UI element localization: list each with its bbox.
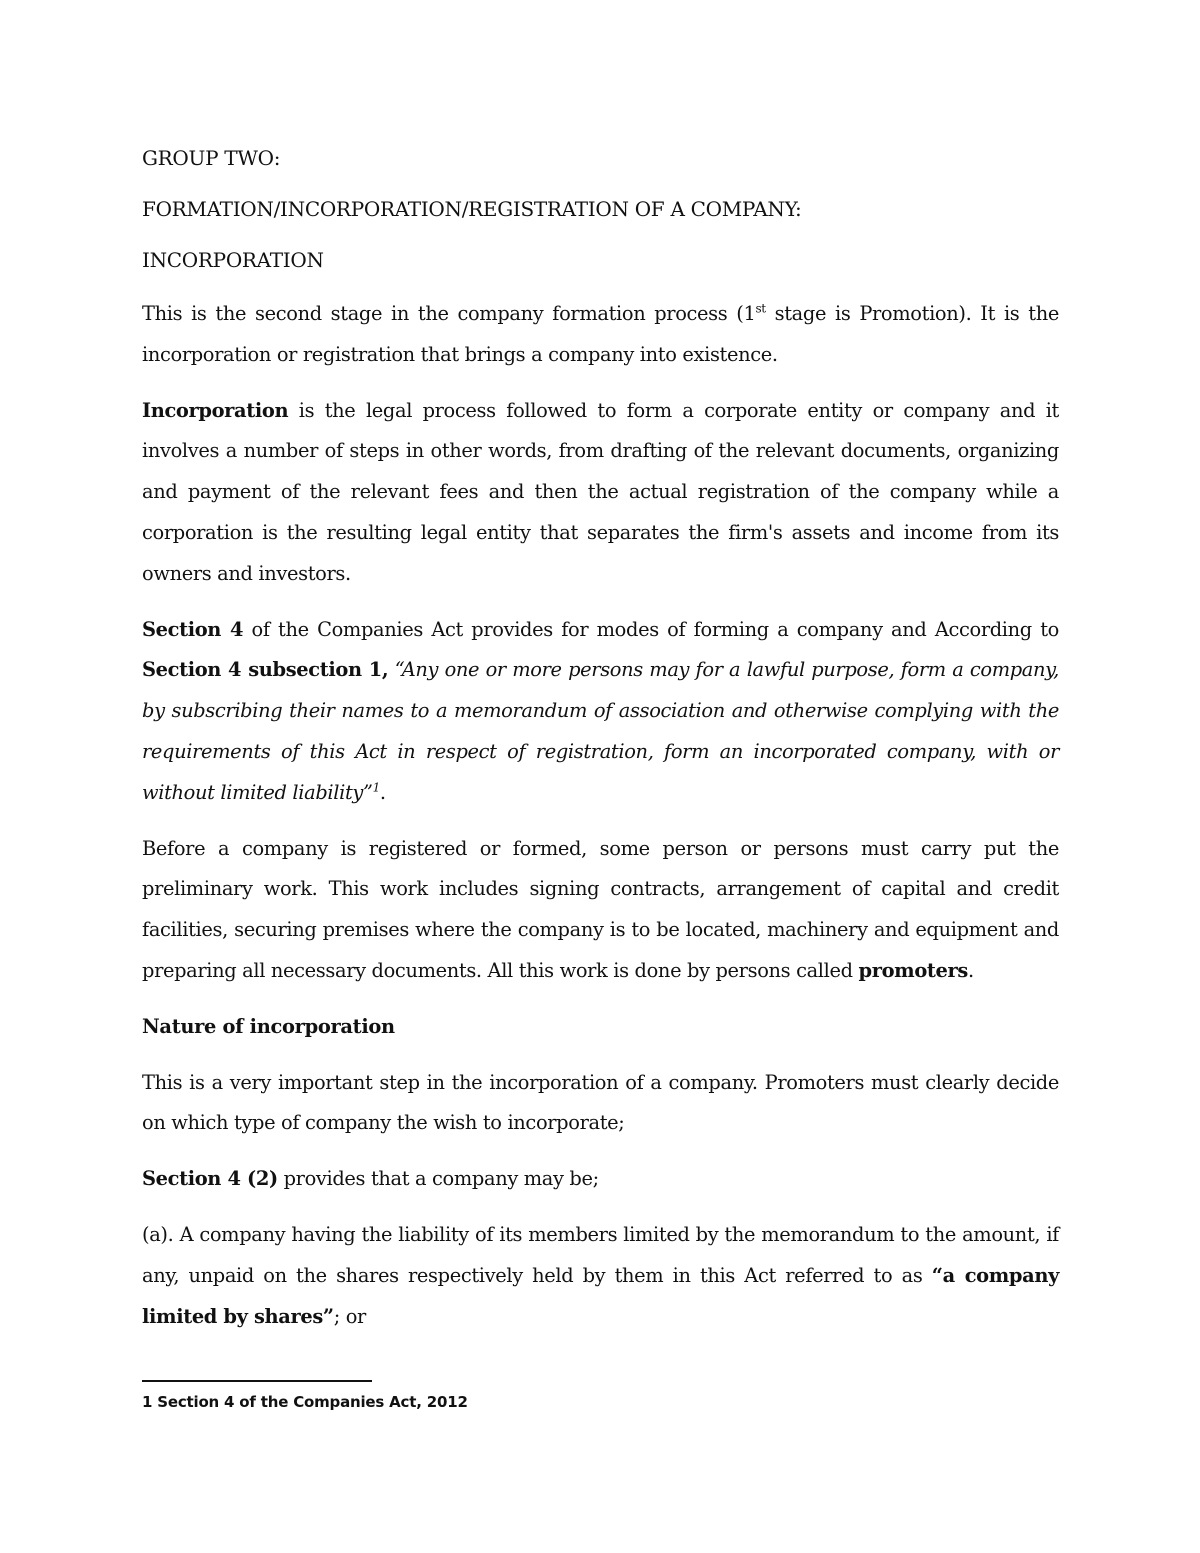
- item-a-term: “a company limited by shares”: [142, 1263, 1059, 1328]
- section4-quote: “Any one or more persons may for a lawful purpose, form a company, by subscribing their names to a memorandum of association and otherwise complying with the requirements of this Act in respect of registration, form an incorporated company, with or without limited liability”: [142, 658, 1059, 804]
- intro-text-b: stage is Promotion). It is the incorporation or registration that brings a company into existence.: [142, 302, 1059, 366]
- section4-text: of the Companies Act provides for modes of forming a company and According to: [243, 617, 1059, 641]
- footnote-separator: [142, 1380, 372, 1382]
- section42-ref: Section 4 (2): [142, 1167, 278, 1191]
- section42-paragraph: [142, 1159, 1059, 1200]
- promoters-paragraph: [142, 829, 1059, 992]
- section42-text: provides that a company may be;: [277, 1167, 599, 1191]
- item-a-end: ; or: [333, 1304, 366, 1328]
- promoters-text: Before a company is registered or formed, some person or persons must carry put the preliminary work. This work includes signing contracts, arrangement of capital and credit facilities, securing premises where the company is to be located, machinery and equipment and preparing all necessary documents. All this work is done by persons called: [142, 836, 1059, 982]
- definition-term: Incorporation: [142, 398, 289, 422]
- document-page: [142, 141, 1059, 1352]
- intro-text-a: This is the second stage in the company formation process (1: [142, 302, 756, 325]
- section4-end: .: [379, 780, 386, 804]
- intro-paragraph: [142, 294, 1059, 376]
- footnote: 1 Section 4 of the Companies Act, 2012: [142, 1393, 468, 1411]
- promoters-end: .: [967, 958, 974, 982]
- group-heading: GROUP TWO:: [142, 146, 281, 170]
- nature-paragraph: This is a very important step in the incorporation of a company. Promoters must clearly decide on which type of company the wish to incorporate;: [142, 1070, 1059, 1135]
- item-a-text: (a). A company having the liability of its members limited by the memorandum to the amount, if any, unpaid on the shares respectively held by them in this Act referred to as: [142, 1222, 1059, 1287]
- ordinal-superscript: st: [755, 301, 766, 316]
- section4-subsection-ref: Section 4 subsection 1,: [142, 658, 389, 682]
- section4-ref: Section 4: [142, 617, 244, 641]
- definition-text: is the legal process followed to form a corporate entity or company and it involves a number of steps in other words, from drafting of the relevant documents, organizing and payment of the relevant fees and then the actual registration of the company while a corporation is the resulting legal entity that separates the firm's assets and income from its owners and investors.: [142, 398, 1059, 585]
- section4-paragraph: [142, 610, 1059, 814]
- footnote-marker[interactable]: 1: [372, 780, 380, 795]
- item-a-paragraph: [142, 1215, 1059, 1337]
- topic-heading: FORMATION/INCORPORATION/REGISTRATION OF A COMPANY:: [142, 197, 802, 221]
- section-heading: INCORPORATION: [142, 248, 324, 272]
- promoters-term: promoters: [858, 958, 968, 982]
- definition-paragraph: [142, 391, 1059, 595]
- nature-heading: Nature of incorporation: [142, 1014, 395, 1038]
